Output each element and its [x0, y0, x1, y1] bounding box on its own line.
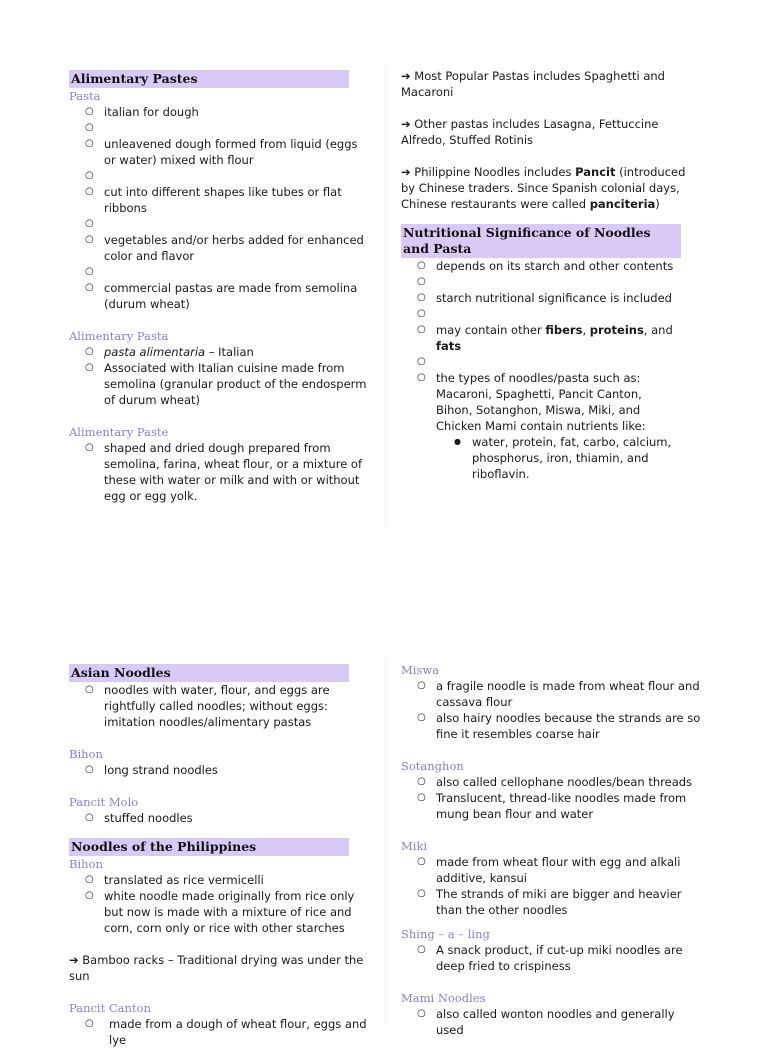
list-item: ○ also hairy noodles because the strands are so fine it resembles coarse hair [401, 710, 701, 742]
shing-a-ling-list [401, 942, 701, 974]
pancit-canton-list [69, 1016, 369, 1048]
list-item: ○ Translucent, thread-like noodles made from mung bean flour and water [401, 790, 701, 822]
column-divider-bottom [385, 660, 386, 1024]
column-divider-top [385, 68, 386, 524]
bottom-left-column [69, 664, 369, 1048]
list-item: ○ commercial pastas are made from semolina (durum wheat) [69, 280, 369, 312]
alimentary-pastes-heading: Alimentary Pastes [69, 70, 349, 88]
list-item: ○ pasta alimentaria – Italian [69, 344, 369, 360]
list-item: ○ a fragile noodle is made from wheat flour and cassava flour [401, 678, 701, 710]
pasta-label: Pasta [69, 89, 101, 103]
list-item: ○ starch nutritional significance is included [401, 290, 701, 306]
other-pastas-note: ➔ Other pastas includes Lasagna, Fettuccine Alfredo, Stuffed Rotinis [401, 117, 659, 147]
list-item: ○ vegetables and/or herbs added for enhanced color and flavor [69, 232, 369, 264]
alimentary-pasta-label: Alimentary Pasta [69, 329, 169, 343]
pasta-alimentaria-term: pasta alimentaria [104, 345, 206, 359]
sotanghon-list [401, 774, 701, 822]
mami-noodles-label: Mami Noodles [401, 991, 486, 1005]
miswa-label: Miswa [401, 663, 440, 677]
list-item: ○ the types of noodles/pasta such as: [401, 370, 701, 386]
list-item: ○ italian for dough [69, 104, 369, 120]
ph-bihon-list [69, 872, 369, 936]
pancit-molo-label: Pancit Molo [69, 795, 139, 809]
list-item: ○ long strand noodles [69, 762, 369, 778]
list-item: ○ shaped and dried dough prepared from semolina, farina, wheat flour, or a mixture of these with water or milk and with or without egg or egg yolk. [69, 440, 369, 504]
list-item: ○ made from wheat flour with egg and alkali additive, kansui [401, 854, 701, 886]
miswa-list [401, 678, 701, 742]
shing-a-ling-label: Shing – a – ling [401, 927, 490, 941]
list-item: ● water, protein, fat, carbo, calcium, phosphorus, iron, thiamin, and riboflavin. [438, 434, 701, 482]
top-left-column [69, 70, 369, 504]
list-item: ○ also called wonton noodles and generally used [401, 1006, 701, 1038]
list-item: ○ stuffed noodles [69, 810, 369, 826]
pasta-list [69, 104, 369, 312]
list-item: ○ made from a dough of wheat flour, eggs and lye [69, 1016, 369, 1048]
pancit-canton-label: Pancit Canton [69, 1001, 151, 1015]
alimentary-paste-list [69, 440, 369, 504]
miki-list [401, 854, 701, 918]
noodle-types-continuation: Macaroni, Spaghetti, Pancit Canton, Bihon, Sotanghon, Miswa, Miki, and Chicken Mami contain nutrients like: [436, 387, 646, 433]
mami-noodles-list [401, 1006, 701, 1038]
pancit-molo-list [69, 810, 369, 826]
bamboo-racks-note: ➔ Bamboo racks – Traditional drying was under the sun [69, 953, 364, 983]
sotanghon-label: Sotanghon [401, 759, 464, 773]
list-item: ○ white noodle made originally from rice only but now is made with a mixture of rice and corn, corn only or rice with other starches [69, 888, 369, 936]
alimentary-paste-label: Alimentary Paste [69, 425, 169, 439]
list-item: ○ also called cellophane noodles/bean threads [401, 774, 701, 790]
bottom-right-column [401, 662, 701, 1038]
list-item: ○ unleavened dough formed from liquid (eggs or water) mixed with flour [69, 136, 369, 168]
ph-bihon-label: Bihon [69, 857, 103, 871]
list-item: ○ translated as rice vermicelli [69, 872, 369, 888]
asian-noodles-list [69, 682, 369, 730]
nutritional-list [401, 258, 701, 386]
list-item: ○ The strands of miki are bigger and heavier than the other noodles [401, 886, 701, 918]
list-item: ○ noodles with water, flour, and eggs are rightfully called noodles; without eggs: imitation noodles/alimentary pastas [69, 682, 369, 730]
list-item: ○ may contain other fibers, proteins, and fats [401, 322, 701, 354]
philippine-noodles-note: ➔ Philippine Noodles includes Pancit (introduced by Chinese traders. Since Spanish colonial days, Chinese restaurants were called panciteria) [401, 165, 686, 211]
nutrients-list [401, 434, 701, 482]
list-item: ○ cut into different shapes like tubes or flat ribbons [69, 184, 369, 216]
list-item: ○ A snack product, if cut-up miki noodles are deep fried to crispiness [401, 942, 701, 974]
bihon-label: Bihon [69, 747, 103, 761]
list-item: ○ Associated with Italian cuisine made from semolina (granular product of the endosperm of durum wheat) [69, 360, 369, 408]
popular-pastas-note: ➔ Most Popular Pastas includes Spaghetti and Macaroni [401, 69, 665, 99]
alimentary-pasta-list [69, 344, 369, 408]
list-item: ○ depends on its starch and other contents [401, 258, 701, 274]
asian-noodles-heading: Asian Noodles [69, 664, 349, 682]
top-right-column [401, 68, 701, 482]
miki-label: Miki [401, 839, 428, 853]
nutritional-significance-heading: Nutritional Significance of Noodles and Pasta [401, 224, 681, 258]
noodles-philippines-heading: Noodles of the Philippines [69, 838, 349, 856]
bihon-list [69, 762, 369, 778]
